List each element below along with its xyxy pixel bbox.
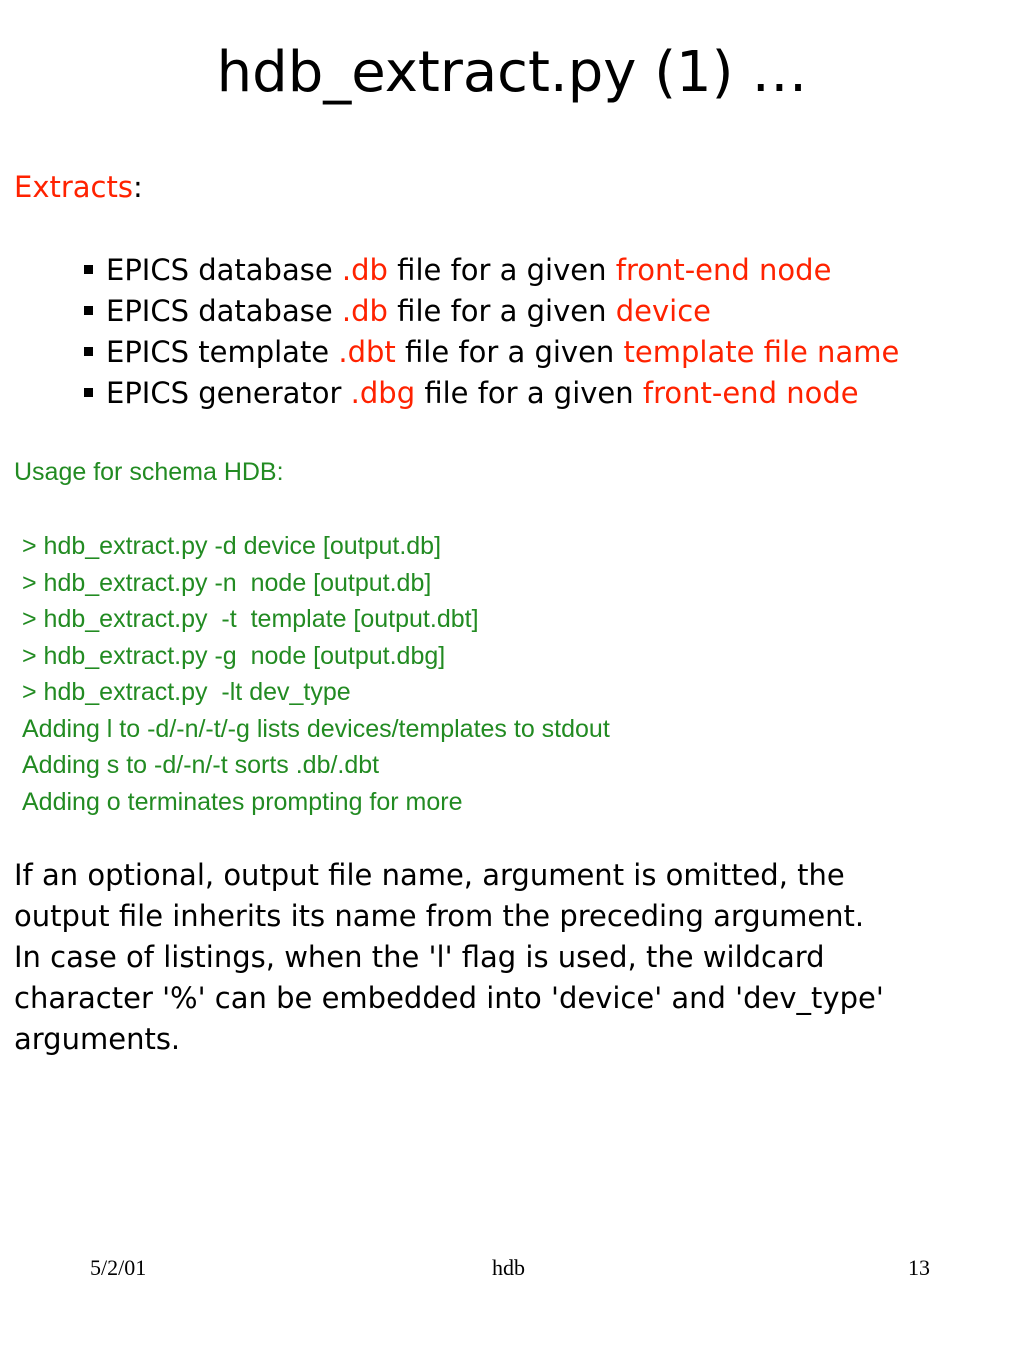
slide-title: hdb_extract.py (1) … bbox=[216, 40, 808, 105]
note-line: If an optional, output file name, argument is omitted, the bbox=[14, 858, 845, 892]
note-line: In case of listings, when the 'l' flag is used, the wildcard bbox=[14, 940, 825, 974]
footer-page-number: 13 bbox=[908, 1255, 930, 1280]
extracts-item bbox=[84, 332, 899, 373]
extracts-item bbox=[84, 291, 899, 332]
item-target: front-end node bbox=[615, 253, 832, 287]
item-target: template file name bbox=[623, 335, 900, 369]
item-prefix: EPICS database bbox=[106, 294, 342, 328]
usage-line: Adding l to -d/-n/-t/-g lists devices/templates to stdout bbox=[22, 714, 610, 743]
extracts-item bbox=[84, 373, 899, 414]
footer-date: 5/2/01 bbox=[90, 1255, 147, 1280]
usage-command-list bbox=[22, 528, 610, 820]
note-line: character '%' can be embedded into 'device' and 'dev_type' bbox=[14, 981, 884, 1015]
usage-line: > hdb_extract.py -lt dev_type bbox=[22, 678, 351, 706]
item-prefix: EPICS generator bbox=[106, 376, 351, 410]
extracts-heading bbox=[14, 168, 143, 206]
extracts-colon: : bbox=[132, 170, 143, 204]
extracts-label: Extracts bbox=[14, 170, 133, 204]
note-paragraph bbox=[14, 855, 1014, 1060]
extracts-item bbox=[84, 250, 899, 291]
note-line: output file inherits its name from the preceding argument. bbox=[14, 899, 865, 933]
note-line: arguments. bbox=[14, 1022, 181, 1056]
square-bullet-icon bbox=[84, 347, 93, 356]
item-middle: file for a given bbox=[387, 294, 616, 328]
item-prefix: EPICS database bbox=[106, 253, 342, 287]
square-bullet-icon bbox=[84, 388, 93, 397]
usage-line: > hdb_extract.py -n node [output.db] bbox=[22, 568, 432, 597]
usage-heading: Usage for schema HDB: bbox=[14, 458, 284, 486]
extracts-list bbox=[84, 250, 899, 414]
item-prefix: EPICS template bbox=[106, 335, 339, 369]
usage-line: Adding s to -d/-n/-t sorts .db/.dbt bbox=[22, 751, 380, 779]
usage-line: > hdb_extract.py -g node [output.dbg] bbox=[22, 641, 446, 670]
usage-line: > hdb_extract.py -d device [output.db] bbox=[22, 532, 442, 560]
square-bullet-icon bbox=[84, 265, 93, 274]
item-middle: file for a given bbox=[395, 335, 624, 369]
square-bullet-icon bbox=[84, 306, 93, 315]
item-extension: .dbg bbox=[350, 376, 416, 410]
item-target: front-end node bbox=[642, 376, 859, 410]
usage-line: Adding o terminates prompting for more bbox=[22, 787, 463, 816]
footer-title: hdb bbox=[492, 1255, 525, 1280]
item-extension: .db bbox=[341, 253, 388, 287]
item-target: device bbox=[615, 294, 711, 328]
item-extension: .dbt bbox=[338, 335, 396, 369]
item-middle: file for a given bbox=[415, 376, 643, 410]
item-extension: .db bbox=[341, 294, 388, 328]
usage-line: > hdb_extract.py -t template [output.dbt] bbox=[22, 605, 479, 633]
item-middle: file for a given bbox=[387, 253, 616, 287]
